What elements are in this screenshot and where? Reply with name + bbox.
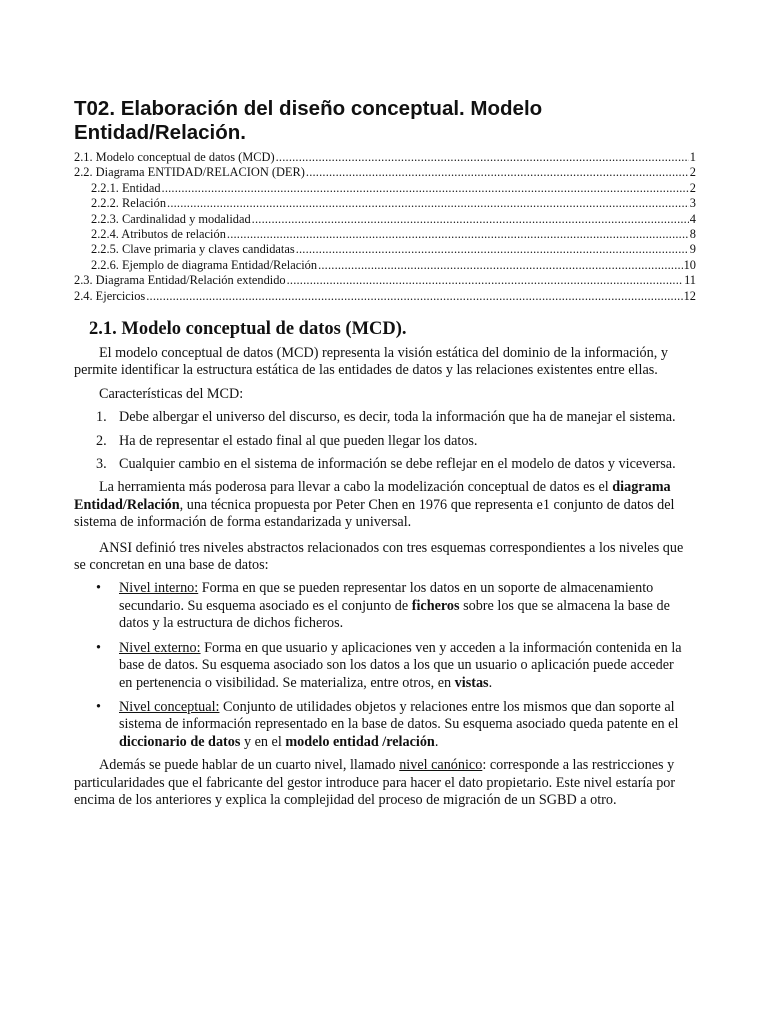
toc-entry-page: 2 bbox=[689, 180, 696, 195]
document-title bbox=[74, 97, 714, 145]
list-item bbox=[74, 409, 696, 426]
levels-list bbox=[74, 580, 696, 751]
bullet-icon: • bbox=[96, 580, 101, 597]
list-item-conceptual-level bbox=[74, 699, 696, 751]
list-item-external-level bbox=[74, 640, 696, 692]
list-item-text: Debe albergar el universo del discurso, es decir, toda la información que ha de manejar el sistema. bbox=[119, 409, 676, 426]
toc-entry[interactable] bbox=[74, 273, 696, 288]
term-internal-level: Nivel interno: bbox=[119, 580, 199, 597]
bullet-icon: • bbox=[96, 639, 101, 656]
toc-entry-page: 3 bbox=[689, 196, 696, 211]
term-external-level: Nivel externo: bbox=[119, 639, 201, 656]
bold-term: ficheros bbox=[411, 597, 460, 614]
toc-entry-page: 2 bbox=[689, 165, 696, 180]
text-run: Conjunto de utilidades objetos y relaciones entre los mismos que dan soporte al sistema de información representado en la base de datos. Su esquema asociado queda patente en el bbox=[119, 698, 679, 733]
toc-entry-label: 2.1. Modelo conceptual de datos (MCD) bbox=[74, 150, 275, 164]
text-run: . bbox=[488, 674, 493, 691]
bold-term: modelo entidad /relación bbox=[285, 733, 435, 750]
toc-leader bbox=[167, 196, 689, 211]
toc-entry-page: 12 bbox=[683, 288, 696, 303]
term-conceptual-level: Nivel conceptual: bbox=[119, 698, 220, 715]
toc-leader bbox=[146, 289, 682, 304]
list-item-text: Ha de representar el estado final al que pueden llegar los datos. bbox=[119, 432, 478, 449]
toc-entry-label: 2.2.6. Ejemplo de diagrama Entidad/Relación bbox=[91, 257, 318, 272]
toc-entry-label: 2.2.5. Clave primaria y claves candidatas bbox=[91, 242, 295, 257]
toc-leader bbox=[227, 227, 689, 242]
toc-entry-label: 2.3. Diagrama Entidad/Relación extendido bbox=[74, 273, 286, 288]
list-item-text: Cualquier cambio en el sistema de información se debe reflejar en el modelo de datos y viceversa. bbox=[119, 456, 676, 473]
toc-entry-label: 2.2.1. Entidad bbox=[91, 180, 161, 195]
toc-entry-label: 2.4. Ejercicios bbox=[74, 288, 146, 303]
toc-entry-label: 2.2.2. Relación bbox=[91, 196, 167, 211]
list-item bbox=[74, 456, 696, 473]
text-run: y en el bbox=[240, 733, 286, 750]
toc-entry[interactable] bbox=[74, 196, 696, 211]
section-body bbox=[74, 345, 696, 809]
text-run: Forma en que se pueden representar los datos en un soporte de almacenamiento secundario. Su esquema asociado es el conjunto de bbox=[119, 580, 654, 614]
paragraph-features-lead: Características del MCD: bbox=[99, 385, 244, 402]
toc-entry[interactable] bbox=[74, 227, 696, 242]
toc-entry-page: 9 bbox=[689, 242, 696, 257]
paragraph-ansi: ANSI definió tres niveles abstractos relacionados con tres esquemas correspondientes a los niveles que se concretan en una base de datos: bbox=[74, 539, 684, 574]
toc-leader bbox=[296, 242, 689, 257]
list-number: 3. bbox=[96, 456, 107, 473]
title-line-2: Entidad/Relación. bbox=[74, 121, 246, 144]
text-run: sobre los que se almacena la base de datos y la estructura de dichos ficheros. bbox=[119, 597, 670, 632]
text-run: Además se puede hablar de un cuarto nivel, llamado bbox=[99, 757, 400, 774]
toc-entry[interactable] bbox=[74, 289, 696, 304]
toc-leader bbox=[287, 273, 683, 288]
list-number: 2. bbox=[96, 432, 107, 449]
text-run: : corresponde a las restricciones y particularidades que el fabricante del gestor introduce para hacer el dato propietario. Este nivel estaría por encima de los anteriores y explica la complejidad del proceso de migración de un SGBD a otro. bbox=[74, 757, 676, 808]
toc-leader bbox=[252, 212, 689, 227]
section-heading: 2.1. Modelo conceptual de datos (MCD). bbox=[89, 319, 407, 339]
text-run: . bbox=[434, 733, 439, 750]
toc-entry-page: 1 bbox=[689, 150, 696, 164]
term-canonical-level: nivel canónico bbox=[399, 757, 483, 774]
toc-entry[interactable] bbox=[74, 150, 696, 165]
toc-entry-page: 4 bbox=[689, 211, 696, 226]
toc-entry-page: 10 bbox=[683, 257, 696, 272]
toc-entry[interactable] bbox=[74, 212, 696, 227]
toc-entry-label: 2.2.3. Cardinalidad y modalidad bbox=[91, 211, 251, 226]
toc-leader bbox=[162, 181, 689, 196]
bold-term: diccionario de datos bbox=[119, 733, 241, 750]
list-item-internal-level bbox=[74, 580, 696, 632]
toc-leader bbox=[318, 258, 683, 273]
paragraph-intro: El modelo conceptual de datos (MCD) representa la visión estática del dominio de la información, y permite identificar la estructura estática de las entidades de datos y las relaciones existentes entre ellas. bbox=[74, 345, 668, 379]
text-run: , una técnica propuesta por Peter Chen en 1976 que representa e1 conjunto de datos del sistema de información de forma estandarizada y universal. bbox=[74, 496, 675, 531]
features-list bbox=[74, 409, 696, 473]
text-run: La herramienta más poderosa para llevar a cabo la modelización conceptual de datos es el bbox=[99, 479, 613, 496]
paragraph-er-tool bbox=[74, 479, 696, 531]
toc-entry[interactable] bbox=[74, 165, 696, 180]
text-run: Forma en que usuario y aplicaciones ven y acceden a la información contenida en la base de datos. Su esquema asociado son los datos a los que un usuario o aplicación puede acceder en pertenencia o visibilidad. Se materializa, entre otros, en bbox=[119, 639, 682, 691]
paragraph-canonical-level bbox=[74, 757, 696, 809]
bold-term: vistas bbox=[454, 674, 489, 691]
toc-entry-page: 11 bbox=[684, 273, 696, 288]
title-line-1: T02. Elaboración del diseño conceptual. Modelo bbox=[74, 97, 543, 120]
bold-term: diagrama Entidad/Relación bbox=[74, 479, 671, 513]
toc-entry-label: 2.2.4. Atributos de relación bbox=[91, 227, 226, 242]
list-item bbox=[74, 433, 696, 450]
toc-entry-label: 2.2. Diagrama ENTIDAD/RELACION (DER) bbox=[74, 165, 305, 180]
toc-entry[interactable] bbox=[74, 181, 696, 196]
toc-entry-page: 8 bbox=[689, 227, 696, 242]
toc-leader bbox=[276, 150, 689, 165]
toc-leader bbox=[306, 165, 689, 180]
bullet-icon: • bbox=[96, 698, 101, 715]
table-of-contents bbox=[74, 150, 696, 304]
toc-entry[interactable] bbox=[74, 242, 696, 257]
list-number: 1. bbox=[96, 409, 107, 426]
toc-entry[interactable] bbox=[74, 258, 696, 273]
